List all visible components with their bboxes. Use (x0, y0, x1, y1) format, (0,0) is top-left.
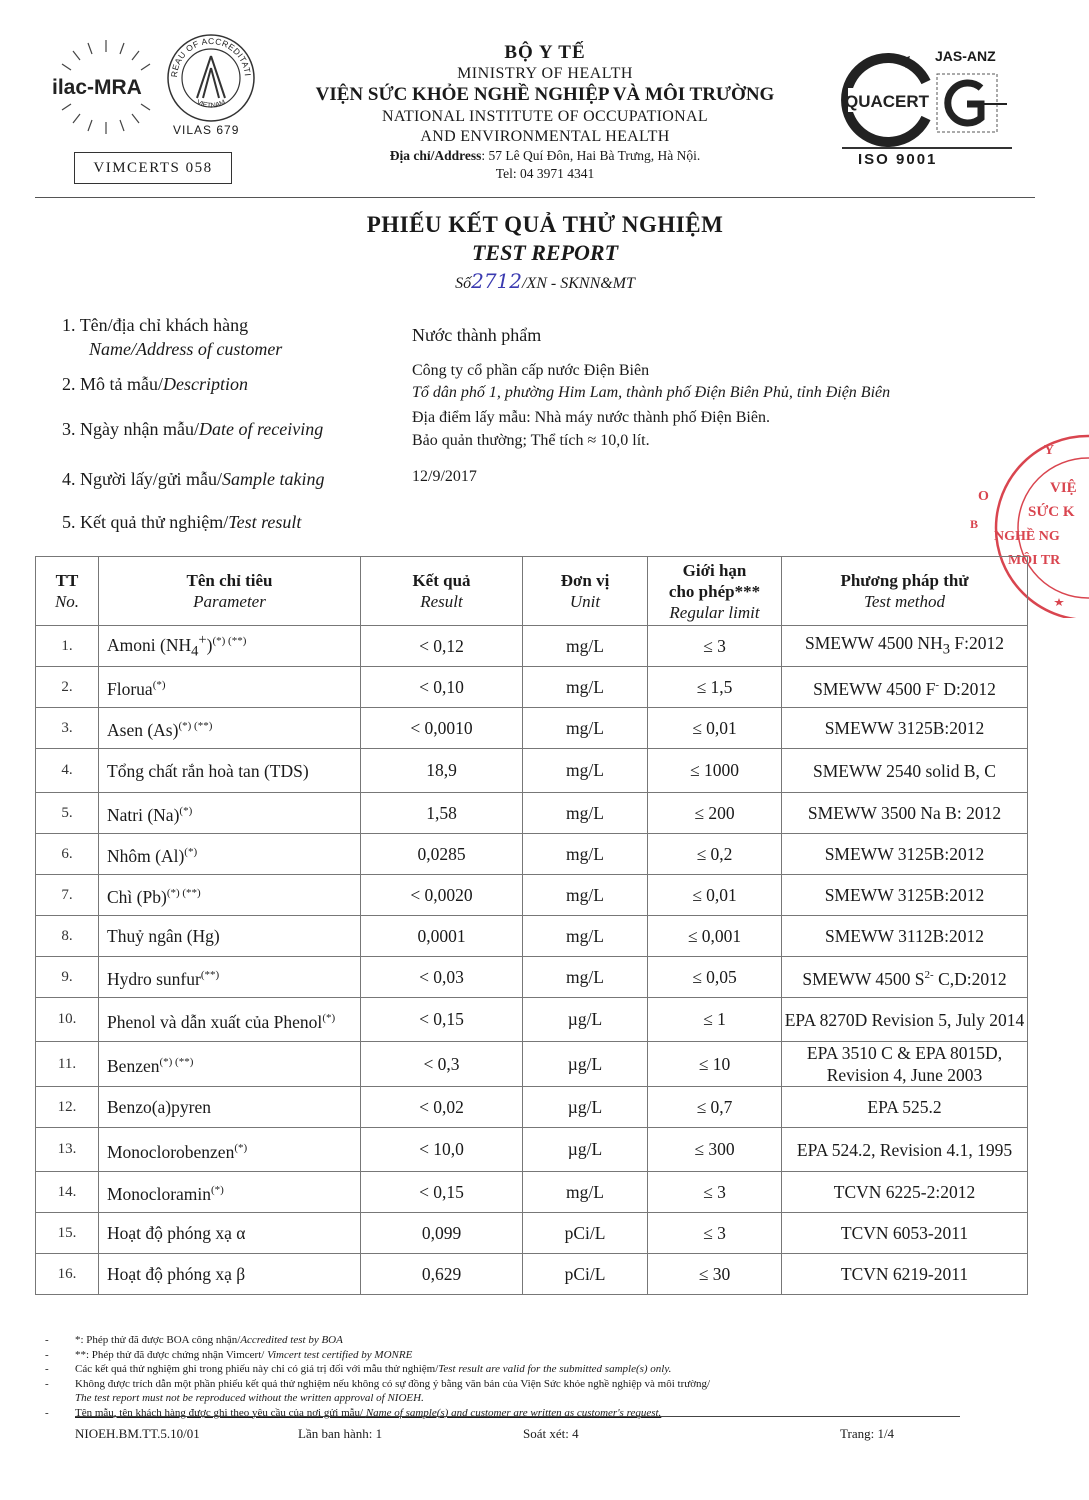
cell-limit: ≤ 300 (648, 1128, 782, 1172)
cell-result: < 0,15 (361, 1172, 523, 1213)
cell-result: 0,099 (361, 1213, 523, 1254)
cell-no: 7. (36, 875, 99, 916)
page-number: Trang: 1/4 (840, 1426, 895, 1441)
cell-method: TCVN 6219-2011 (782, 1254, 1028, 1295)
storage-condition: Bảo quản thường; Thể tích ≈ 10,0 lít. (412, 432, 650, 449)
cell-parameter: Florua(*) (99, 667, 361, 708)
cell-method: SMEWW 3125B:2012 (782, 875, 1028, 916)
cell-parameter: Thuỷ ngân (Hg) (99, 916, 361, 957)
cell-parameter: Hoạt độ phóng xạ β (99, 1254, 361, 1295)
cell-unit: mg/L (523, 957, 648, 998)
institute-en-2: AND ENVIRONMENTAL HEALTH (420, 128, 670, 145)
table-row (36, 667, 1028, 708)
cell-method: SMEWW 3125B:2012 (782, 708, 1028, 749)
cell-result: < 0,02 (361, 1087, 523, 1128)
cell-no: 16. (36, 1254, 99, 1295)
cell-result: < 0,03 (361, 957, 523, 998)
cell-limit: ≤ 1000 (648, 749, 782, 793)
info-label-en: Name/Address of customer (89, 339, 283, 359)
form-code: NIOEH.BM.TT.5.10/01 (75, 1426, 200, 1441)
cell-unit: µg/L (523, 998, 648, 1042)
cell-result: 1,58 (361, 793, 523, 834)
cell-unit: mg/L (523, 875, 648, 916)
footnote: - Các kết quả thử nghiệm ghi trong phiếu này chỉ có giá trị đối với mẫu thử nghiệm/Test result are valid for the submitted sample(s) only. (45, 1363, 672, 1375)
cell-parameter: Phenol và dẫn xuất của Phenol(*) (99, 998, 361, 1042)
table-row (36, 1042, 1028, 1087)
sampling-location: Địa điểm lấy mẫu: Nhà máy nước thành phố Điện Biên. (412, 409, 770, 426)
col-header-result: Kết quả Result (361, 557, 523, 626)
cell-parameter: Benzen(*) (**) (99, 1042, 361, 1087)
number-prefix: Số (455, 275, 472, 292)
info-num: 5. (62, 512, 76, 532)
table-row (36, 834, 1028, 875)
cell-result: < 0,0020 (361, 875, 523, 916)
cell-no: 14. (36, 1172, 99, 1213)
cell-no: 5. (36, 793, 99, 834)
handwritten-number: 2712 (471, 269, 522, 293)
cell-limit: ≤ 3 (648, 1172, 782, 1213)
cell-parameter: Nhôm (Al)(*) (99, 834, 361, 875)
cell-limit: ≤ 0,05 (648, 957, 782, 998)
table-row (36, 749, 1028, 793)
svg-text:BUREAU OF ACCREDITATION (165, 32, 253, 78)
table-row (36, 1087, 1028, 1128)
footnote: - Không được trích dẫn một phần phiếu kết quả thử nghiệm nếu không có sự đồng ý bằng văn bản của Viện Sức khỏe nghề nghiệp và môi trường/ The test report must not be reproduced without the written approval of NIOEH. (45, 1377, 711, 1404)
cell-no: 9. (36, 957, 99, 998)
cell-unit: pCi/L (523, 1213, 648, 1254)
cell-limit: ≤ 0,7 (648, 1087, 782, 1128)
jas-anz-label: JAS-ANZ (935, 48, 996, 64)
ministry-vn: BỘ Y TẾ (504, 42, 586, 63)
info-num: 4. (62, 469, 76, 489)
col-header-no: TT No. (36, 557, 99, 626)
address-value: : 57 Lê Quí Đôn, Hai Bà Trưng, Hà Nội. (481, 148, 701, 163)
cell-limit: ≤ 3 (648, 626, 782, 667)
table-row (36, 916, 1028, 957)
sample-name: Nước thành phẩm (412, 325, 542, 345)
cell-method: EPA 524.2, Revision 4.1, 1995 (782, 1128, 1028, 1172)
iso-9001: ISO 9001 (858, 151, 938, 168)
cell-limit: ≤ 0,01 (648, 708, 782, 749)
cell-unit: mg/L (523, 667, 648, 708)
cell-method: SMEWW 2540 solid B, C (782, 749, 1028, 793)
stamp-line-3: NGHỀ NG (994, 529, 1060, 544)
boa-accreditation-seal (165, 32, 257, 124)
issue-number: Lần ban hành: 1 (298, 1426, 383, 1441)
cell-no: 15. (36, 1213, 99, 1254)
cell-unit: mg/L (523, 916, 648, 957)
cell-result: < 0,15 (361, 998, 523, 1042)
info-item-2 (62, 372, 248, 396)
cell-parameter: Benzo(a)pyren (99, 1087, 361, 1128)
cell-parameter: Monocloramin(*) (99, 1172, 361, 1213)
customer-address: Tổ dân phố 1, phường Him Lam, thành phố Điện Biên Phủ, tỉnh Điện Biên (412, 384, 891, 401)
table-row (36, 1213, 1028, 1254)
cell-limit: ≤ 200 (648, 793, 782, 834)
cell-result: < 0,3 (361, 1042, 523, 1087)
table-row (36, 708, 1028, 749)
cell-parameter: Hoạt độ phóng xạ α (99, 1213, 361, 1254)
boa-ring-text: REAU OF ACCREDITATI (168, 35, 253, 78)
cell-unit: µg/L (523, 1087, 648, 1128)
svg-text:VIETNAM (195, 99, 227, 110)
table-row (36, 998, 1028, 1042)
cell-unit: mg/L (523, 626, 648, 667)
ilac-mra-logo (48, 34, 163, 139)
info-label-vn: Ngày nhận mẫu/ (80, 419, 199, 439)
stamp-letter-o: O (978, 489, 989, 504)
table-row (36, 793, 1028, 834)
ministry-en: MINISTRY OF HEALTH (457, 65, 633, 82)
info-item-3 (62, 417, 323, 441)
cell-result: < 0,0010 (361, 708, 523, 749)
cell-result: 18,9 (361, 749, 523, 793)
table-row (36, 957, 1028, 998)
cell-no: 13. (36, 1128, 99, 1172)
table-row (36, 626, 1028, 667)
col-header-unit: Đơn vị Unit (523, 557, 648, 626)
info-label-vn: Mô tả mẫu/ (80, 374, 163, 394)
jas-anz-logo (935, 70, 1010, 140)
cell-no: 8. (36, 916, 99, 957)
table-row (36, 1128, 1028, 1172)
cell-limit: ≤ 0,2 (648, 834, 782, 875)
info-label-en: Date of receiving (198, 419, 324, 439)
col-header-parameter: Tên chỉ tiêu Parameter (99, 557, 361, 626)
revision-number: Soát xét: 4 (523, 1426, 579, 1441)
info-item-5 (62, 510, 301, 534)
cell-parameter: Monoclorobenzen(*) (99, 1128, 361, 1172)
info-item-1 (62, 313, 282, 361)
report-number (250, 266, 840, 299)
cell-result: 0,0285 (361, 834, 523, 875)
cell-unit: pCi/L (523, 1254, 648, 1295)
cell-parameter: Amoni $(NH_4^+)^{(*) (**)}$ (99, 626, 361, 667)
info-label-vn: Kết quả thử nghiệm/ (80, 512, 229, 532)
cell-no: 11. (36, 1042, 99, 1087)
cell-no: 6. (36, 834, 99, 875)
cell-unit: mg/L (523, 793, 648, 834)
stamp-letter-b: B (970, 517, 979, 531)
report-title (250, 210, 840, 299)
cell-method: EPA 3510 C & EPA 8015D, Revision 4, June 2003 (782, 1042, 1028, 1087)
cell-parameter: Asen (As)(*) (**) (99, 708, 361, 749)
cell-method: TCVN 6053-2011 (782, 1213, 1028, 1254)
table-header-row (36, 557, 1028, 626)
cell-method: SMEWW 4500 F- D:2012 (782, 667, 1028, 708)
cell-limit: ≤ 3 (648, 1213, 782, 1254)
footnote: - Tên mẫu, tên khách hàng được ghi theo yêu cầu của nơi gửi mẫu/ Name of sample(s) and customer are written as customer's request. (45, 1406, 662, 1419)
cell-unit: µg/L (523, 1042, 648, 1087)
cell-no: 4. (36, 749, 99, 793)
header-divider (35, 197, 1035, 198)
table-row (36, 1254, 1028, 1295)
col-header-limit: Giới hạn cho phép*** Regular limit (648, 557, 782, 626)
cell-result: 0,0001 (361, 916, 523, 957)
institute-vn: VIỆN SỨC KHỎE NGHỀ NGHIỆP VÀ MÔI TRƯỜNG (315, 84, 775, 105)
footnote: - **: Phép thử đã được chứng nhận Vimcert/ Vimcert test certified by MONRE (45, 1348, 413, 1361)
cell-unit: µg/L (523, 1128, 648, 1172)
info-num: 3. (62, 419, 76, 439)
cell-method: EPA 8270D Revision 5, July 2014 (782, 998, 1028, 1042)
cell-unit: mg/L (523, 708, 648, 749)
quacert-text: QUACERT (844, 92, 930, 111)
cell-parameter: Tổng chất rắn hoà tan (TDS) (99, 749, 361, 793)
cell-limit: ≤ 1,5 (648, 667, 782, 708)
vilas-number: VILAS 679 (173, 123, 240, 137)
institute-en-1: NATIONAL INSTITUTE OF OCCUPATIONAL (382, 108, 708, 125)
info-label-en: Description (163, 374, 248, 394)
cell-method: EPA 525.2 (782, 1087, 1028, 1128)
number-suffix: /XN - SKNN&MT (522, 275, 635, 292)
cell-parameter: Hydro sunfur(**) (99, 957, 361, 998)
institution-header (250, 42, 840, 183)
cell-unit: mg/L (523, 1172, 648, 1213)
results-table (35, 556, 1028, 1295)
cell-parameter: Natri (Na)(*) (99, 793, 361, 834)
stamp-ring-letter: Y (1044, 443, 1055, 458)
cell-result: < 10,0 (361, 1128, 523, 1172)
col-header-method: Phương pháp thử Test method (782, 557, 1028, 626)
customer-name: Công ty cổ phần cấp nước Điện Biên (412, 362, 650, 379)
iso-rule (842, 147, 1012, 149)
info-label-en: Test result (228, 512, 302, 532)
cell-no: 12. (36, 1087, 99, 1128)
cell-limit: ≤ 30 (648, 1254, 782, 1295)
cell-method: SMEWW 3112B:2012 (782, 916, 1028, 957)
quacert-logo (840, 52, 935, 147)
cell-no: 2. (36, 667, 99, 708)
cell-no: 1. (36, 626, 99, 667)
cell-method: SMEWW 4500 $NH_3$ F:2012 (782, 626, 1028, 667)
stamp-line-2: SỨC K (1028, 504, 1075, 520)
cell-result: 0,629 (361, 1254, 523, 1295)
info-num: 1. (62, 315, 76, 335)
title-vn: PHIẾU KẾT QUẢ THỬ NGHIỆM (366, 212, 724, 237)
cell-method: SMEWW 4500 $S^{2-}$ C,D:2012 (782, 957, 1028, 998)
cell-method: TCVN 6225-2:2012 (782, 1172, 1028, 1213)
footnote: - *: Phép thử đã được BOA công nhận/Accredited test by BOA (45, 1334, 343, 1346)
title-en: TEST REPORT (471, 240, 619, 265)
cell-result: < 0,10 (361, 667, 523, 708)
cell-unit: mg/L (523, 834, 648, 875)
address (250, 147, 840, 165)
cell-limit: ≤ 10 (648, 1042, 782, 1087)
vimcerts-box: VIMCERTS 058 (74, 152, 232, 184)
info-label-vn: Tên/địa chỉ khách hàng (79, 315, 249, 335)
footnotes (45, 1333, 945, 1420)
cell-limit: ≤ 1 (648, 998, 782, 1042)
footer-divider (75, 1416, 960, 1417)
cell-no: 3. (36, 708, 99, 749)
ilac-logo-text: ilac-MRA (52, 76, 142, 99)
address-label: Địa chỉ/Address (389, 148, 482, 163)
telephone: Tel: 04 3971 4341 (495, 166, 595, 181)
info-item-4 (62, 467, 325, 491)
table-row (36, 1172, 1028, 1213)
table-row (36, 875, 1028, 916)
stamp-line-1: VIỆ (1050, 480, 1077, 496)
info-label-vn: Người lấy/gửi mẫu/ (80, 469, 223, 489)
cell-unit: mg/L (523, 749, 648, 793)
cell-result: < 0,12 (361, 626, 523, 667)
info-label-en: Sample taking (222, 469, 325, 489)
boa-country: VIETNAM (195, 99, 227, 110)
cell-limit: ≤ 0,01 (648, 875, 782, 916)
date-received: 12/9/2017 (412, 468, 477, 485)
cell-limit: ≤ 0,001 (648, 916, 782, 957)
cell-no: 10. (36, 998, 99, 1042)
info-num: 2. (62, 374, 76, 394)
cell-parameter: Chì (Pb)(*) (**) (99, 875, 361, 916)
cell-method: SMEWW 3125B:2012 (782, 834, 1028, 875)
stamp-line-4: MÔI TR (1008, 553, 1061, 568)
cell-method: SMEWW 3500 Na B: 2012 (782, 793, 1028, 834)
